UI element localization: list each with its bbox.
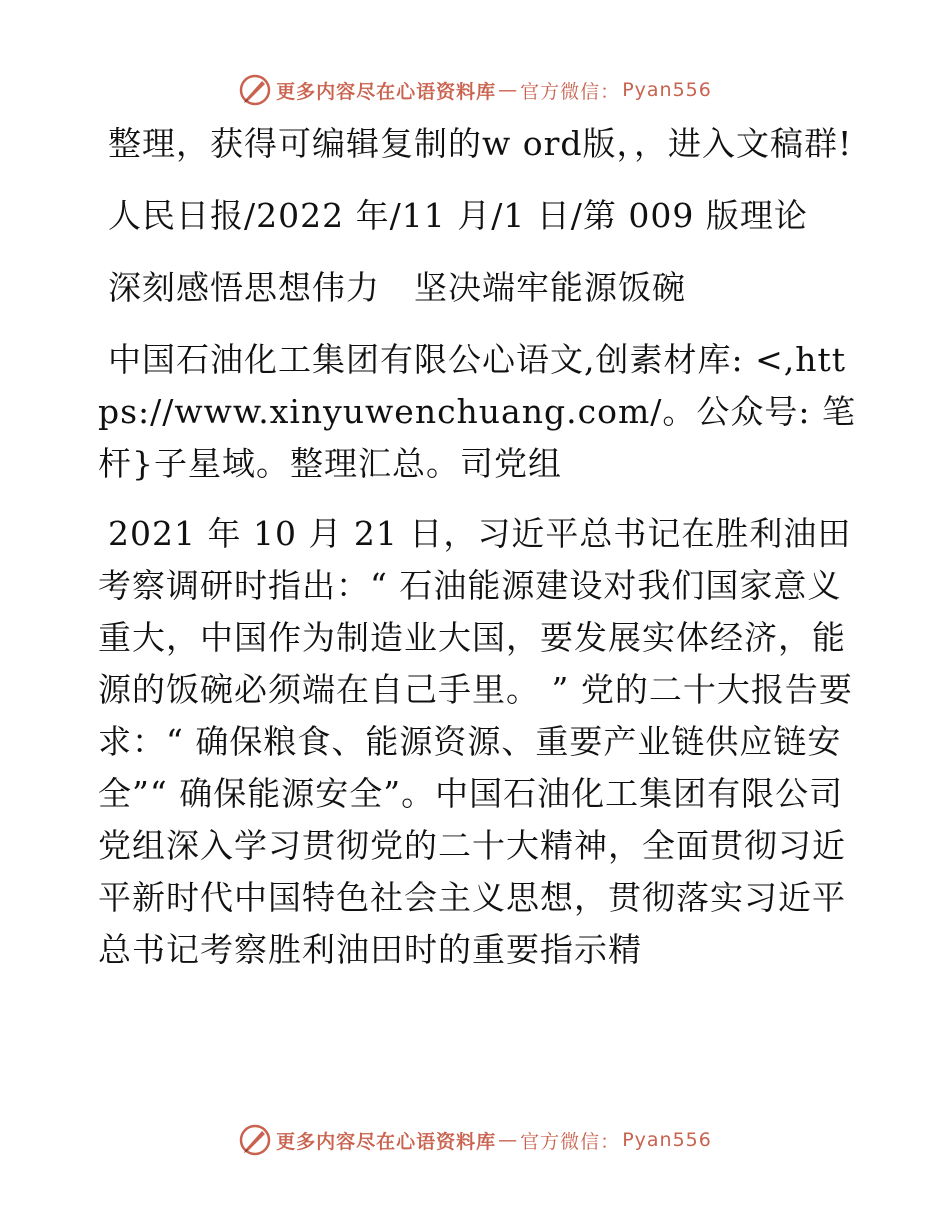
watermark-wechat-id: Pyan556 [622,79,712,101]
watermark-header [0,70,950,110]
watermark-brand: 更多内容尽在心语资料库 [276,1130,497,1153]
watermark-separator: — [498,79,519,101]
watermark-separator: — [498,1129,519,1151]
watermark-brand: 更多内容尽在心语资料库 [276,80,497,103]
source-line: 人民日报/2022 年/11 月/1 日/第 009 版理论 [108,196,808,235]
body-paragraph: 2021 年 10 月 21 日，习近平总书记在胜利油田考察调研时指出：“ 石油能源建设对我们国家意义重大，中国作为制造业大国，要发展实体经济，能源的饭碗必须端在自己手里。 ” 党的二十大报告要求：“ 确保粮食、能源资源、重要产业链供应链安全”“ 确保能源安全”。中国石油化工集团有限公司党组深入学习贯彻党的二十大精神，全面贯彻习近平新时代中国特色社会主义思想，贯彻落实习近平总书记考察胜利油田时的重要指示精 [98,514,853,969]
watermark-official-label: 官方微信： [520,1130,621,1153]
watermark-wechat-id: Pyan556 [622,1129,712,1151]
quill-pen-logo-icon [238,1123,272,1157]
watermark-official-label: 官方微信： [520,80,621,103]
quill-pen-logo-icon [238,73,272,107]
watermark-footer [0,1120,950,1160]
article-title: 深刻感悟思想伟力 坚决端牢能源饭碗 [108,268,686,307]
author-line: 中国石油化工集团有限公心语文,创素材库: <,https://www.xinyuwenchuang.com/。公众号: 笔杆}子星域。整理汇总。司党组 [98,340,856,483]
document-body [98,118,858,976]
intro-note: 整理，获得可编辑复制的w ord版，，进入文稿群! [108,124,853,163]
